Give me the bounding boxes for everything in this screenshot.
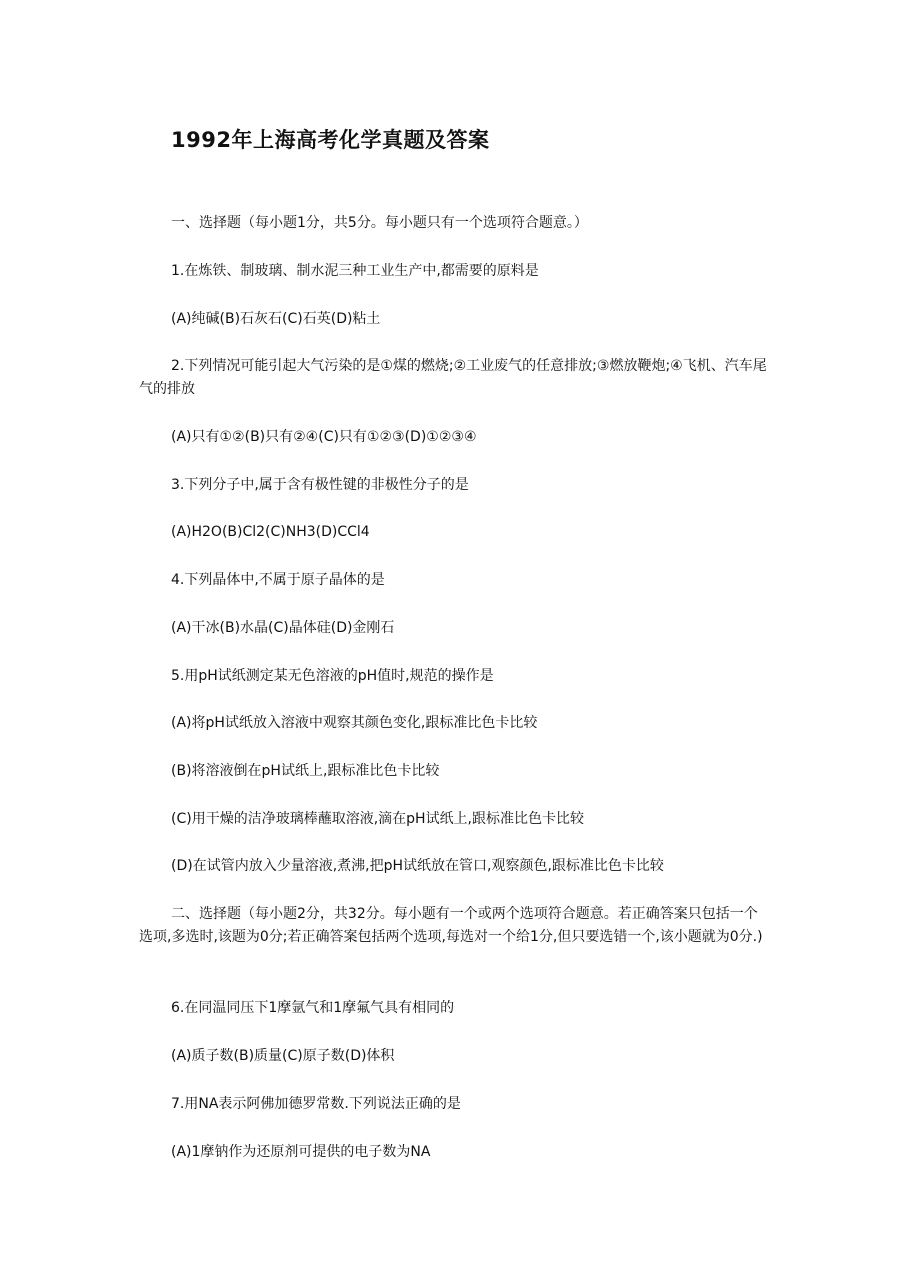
question-7: 7.用NA表示阿佛加德罗常数.下列说法正确的是 xyxy=(171,1096,461,1112)
question-4: 4.下列晶体中,不属于原子晶体的是 xyxy=(171,572,385,588)
question-5-option-a: (A)将pH试纸放入溶液中观察其颜色变化,跟标准比色卡比较 xyxy=(171,715,538,731)
section-heading-2: 二、选择题（每小题2分，共32分。每小题有一个或两个选项符合题意。若正确答案只包括一个选项,多选时,该题为0分;若正确答案包括两个选项,每选对一个给1分,但只要选错一个,该小题就为0分.) xyxy=(139,906,763,945)
question-1-options: (A)纯碱(B)石灰石(C)石英(D)粘土 xyxy=(171,311,381,327)
question-5-option-b: (B)将溶液倒在pH试纸上,跟标准比色卡比较 xyxy=(171,763,440,779)
question-3: 3.下列分子中,属于含有极性键的非极性分子的是 xyxy=(171,477,469,493)
question-3-options: (A)H2O(B)Cl2(C)NH3(D)CCl4 xyxy=(171,524,370,540)
question-4-options: (A)干冰(B)水晶(C)晶体硅(D)金刚石 xyxy=(171,620,395,636)
question-5-option-d: (D)在试管内放入少量溶液,煮沸,把pH试纸放在管口,观察颜色,跟标准比色卡比较 xyxy=(171,858,664,874)
question-6-options: (A)质子数(B)质量(C)原子数(D)体积 xyxy=(171,1048,395,1064)
question-7-option-a: (A)1摩钠作为还原剂可提供的电子数为NA xyxy=(171,1144,431,1160)
section-heading-1: 一、选择题（每小题1分，共5分。每小题只有一个选项符合题意。） xyxy=(171,215,588,231)
question-1: 1.在炼铁、制玻璃、制水泥三种工业生产中,都需要的原料是 xyxy=(171,263,539,279)
document-title: 1992年上海高考化学真题及答案 xyxy=(171,128,490,152)
question-6: 6.在同温同压下1摩氩气和1摩氟气具有相同的 xyxy=(171,1000,455,1016)
question-5: 5.用pH试纸测定某无色溶液的pH值时,规范的操作是 xyxy=(171,668,494,684)
question-2: 2.下列情况可能引起大气污染的是①煤的燃烧;②工业废气的任意排放;③燃放鞭炮;④飞机、汽车尾气的排放 xyxy=(139,358,767,397)
question-2-options: (A)只有①②(B)只有②④(C)只有①②③(D)①②③④ xyxy=(171,429,477,445)
question-5-option-c: (C)用干燥的洁净玻璃棒蘸取溶液,滴在pH试纸上,跟标准比色卡比较 xyxy=(171,811,585,827)
